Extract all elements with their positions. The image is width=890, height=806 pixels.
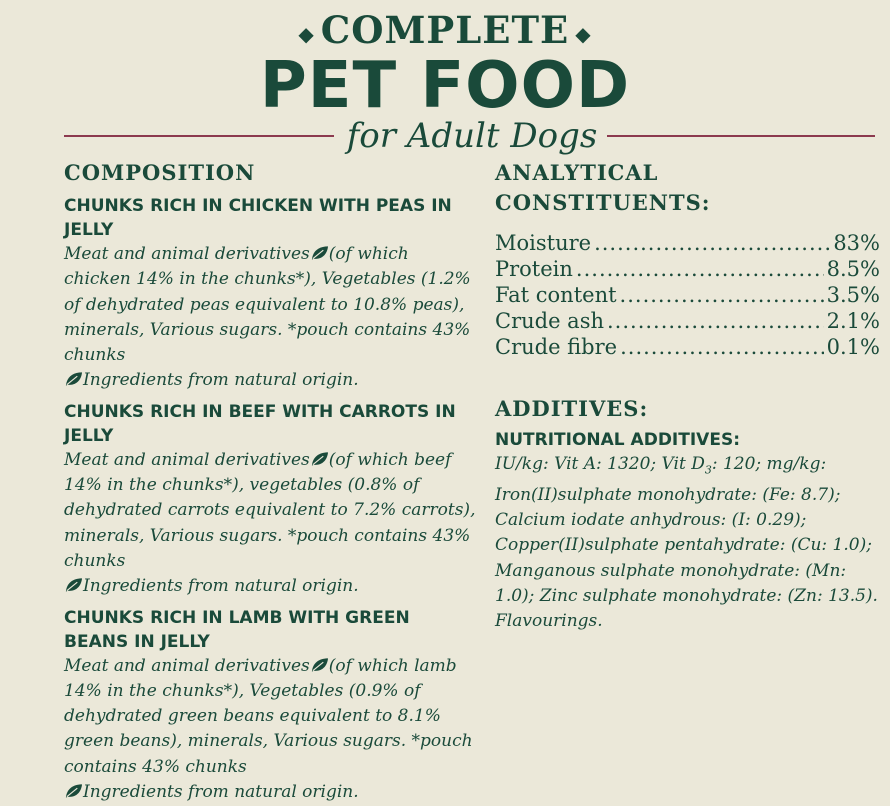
ingredients-text-start: Meat and animal derivatives [64,655,310,676]
composition-title: COMPOSITION [64,160,256,185]
leaf-icon [310,657,329,673]
variant-title: CHUNKS RICH IN BEEF WITH CARROTS IN JELLY [64,401,456,446]
constituent-value: 3.5% [826,283,880,307]
additives-title: ADDITIVES: [495,396,649,421]
leaf-icon [310,451,329,467]
dot-leader [607,308,824,334]
header-rule-left [64,135,334,137]
dot-leader [620,334,824,360]
natural-origin-note [64,368,479,393]
header-complete [0,8,890,52]
constituent-value: 0.1% [826,335,880,359]
constituent-row [495,256,880,282]
ingredients-text-rest: (of which beef 14% in the chunks*), vegetables (0.8% of dehydrated carrots equivalent to 7.2% carrots), minerals, Various sugars. *pouch contains 43% chunks [64,449,476,571]
leaf-icon [64,577,83,593]
analytical-title-line2: CONSTITUENTS: [495,190,711,215]
variant-ingredients [64,242,479,394]
dot-leader [594,230,830,256]
nutritional-additives-title: NUTRITIONAL ADDITIVES: [495,430,740,450]
constituent-name: Crude ash [495,309,604,333]
analytical-section [495,158,880,634]
constituent-row [495,230,880,256]
constituent-value: 83% [833,231,880,255]
complete-label: COMPLETE [320,8,570,52]
constituent-row [495,282,880,308]
ingredients-text-start: Meat and animal derivatives [64,244,310,264]
constituent-name: Protein [495,257,573,281]
constituent-value: 2.1% [826,309,880,333]
analytical-title-line1: ANALYTICAL [495,160,659,185]
constituent-name: Crude fibre [495,335,618,359]
ingredients-text-start: Meat and animal derivatives [64,449,310,470]
pet-food-title: PET FOOD [259,49,631,123]
constituent-name: Moisture [495,231,592,255]
diamond-left-icon: ◆ [298,21,315,46]
ingredients-text-rest: (of which lamb 14% in the chunks*), Vegetables (0.9% of dehydrated green beans equivalent to 8.1% green beans), minerals, Various sugars. *pouch contains 43% chunks [64,655,473,777]
variant-beef [64,400,479,600]
natural-origin-note [64,574,479,599]
additives-text-rest: : 120; mg/kg: Iron(II)sulphate monohydrate: (Fe: 8.7); Calcium iodate anhydrous: (I: 0.29); Copper(II)sulphate pentahydrate: (Cu: 1.0); Manganous sulphate monohydrate: (Mn: 1.0); Zinc sulphate monohydrate: (Zn: 13.5). Flavourings. [495,454,878,632]
leaf-icon [310,245,329,261]
variant-ingredients [64,448,479,600]
composition-section [64,158,479,805]
constituent-row [495,308,880,334]
natural-origin-note [64,780,479,805]
header-rule-right [607,135,875,137]
constituents-table [495,230,880,360]
additives-text-start: IU/kg: Vit A: 1320; Vit D [495,454,705,474]
leaf-icon [64,783,83,799]
variant-ingredients [64,654,479,806]
ingredients-text-rest: (of which chicken 14% in the chunks*), Vegetables (1.2% of dehydrated peas equivalent to 10.8% peas), minerals, Various sugars. *pouch contains 43% chunks [64,244,471,366]
nutritional-additives-text [495,452,880,634]
leaf-icon [64,371,83,387]
natural-origin-text: Ingredients from natural origin. [83,782,359,803]
variant-lamb [64,606,479,806]
variant-chicken [64,194,479,394]
dot-leader [620,282,824,308]
variant-title: CHUNKS RICH IN CHICKEN WITH PEAS IN JELLY [64,196,452,240]
variant-title: CHUNKS RICH IN LAMB WITH GREEN BEANS IN JELLY [64,607,410,652]
diamond-right-icon: ◆ [575,21,592,46]
natural-origin-text: Ingredients from natural origin. [83,576,359,597]
dot-leader [576,256,824,282]
constituent-row [495,334,880,360]
for-adult-dogs-subtitle: for Adult Dogs [346,116,598,156]
vitamin-d-subscript: 3 [704,463,712,477]
natural-origin-text: Ingredients from natural origin. [83,370,359,391]
constituent-name: Fat content [495,283,617,307]
constituent-value: 8.5% [826,257,880,281]
